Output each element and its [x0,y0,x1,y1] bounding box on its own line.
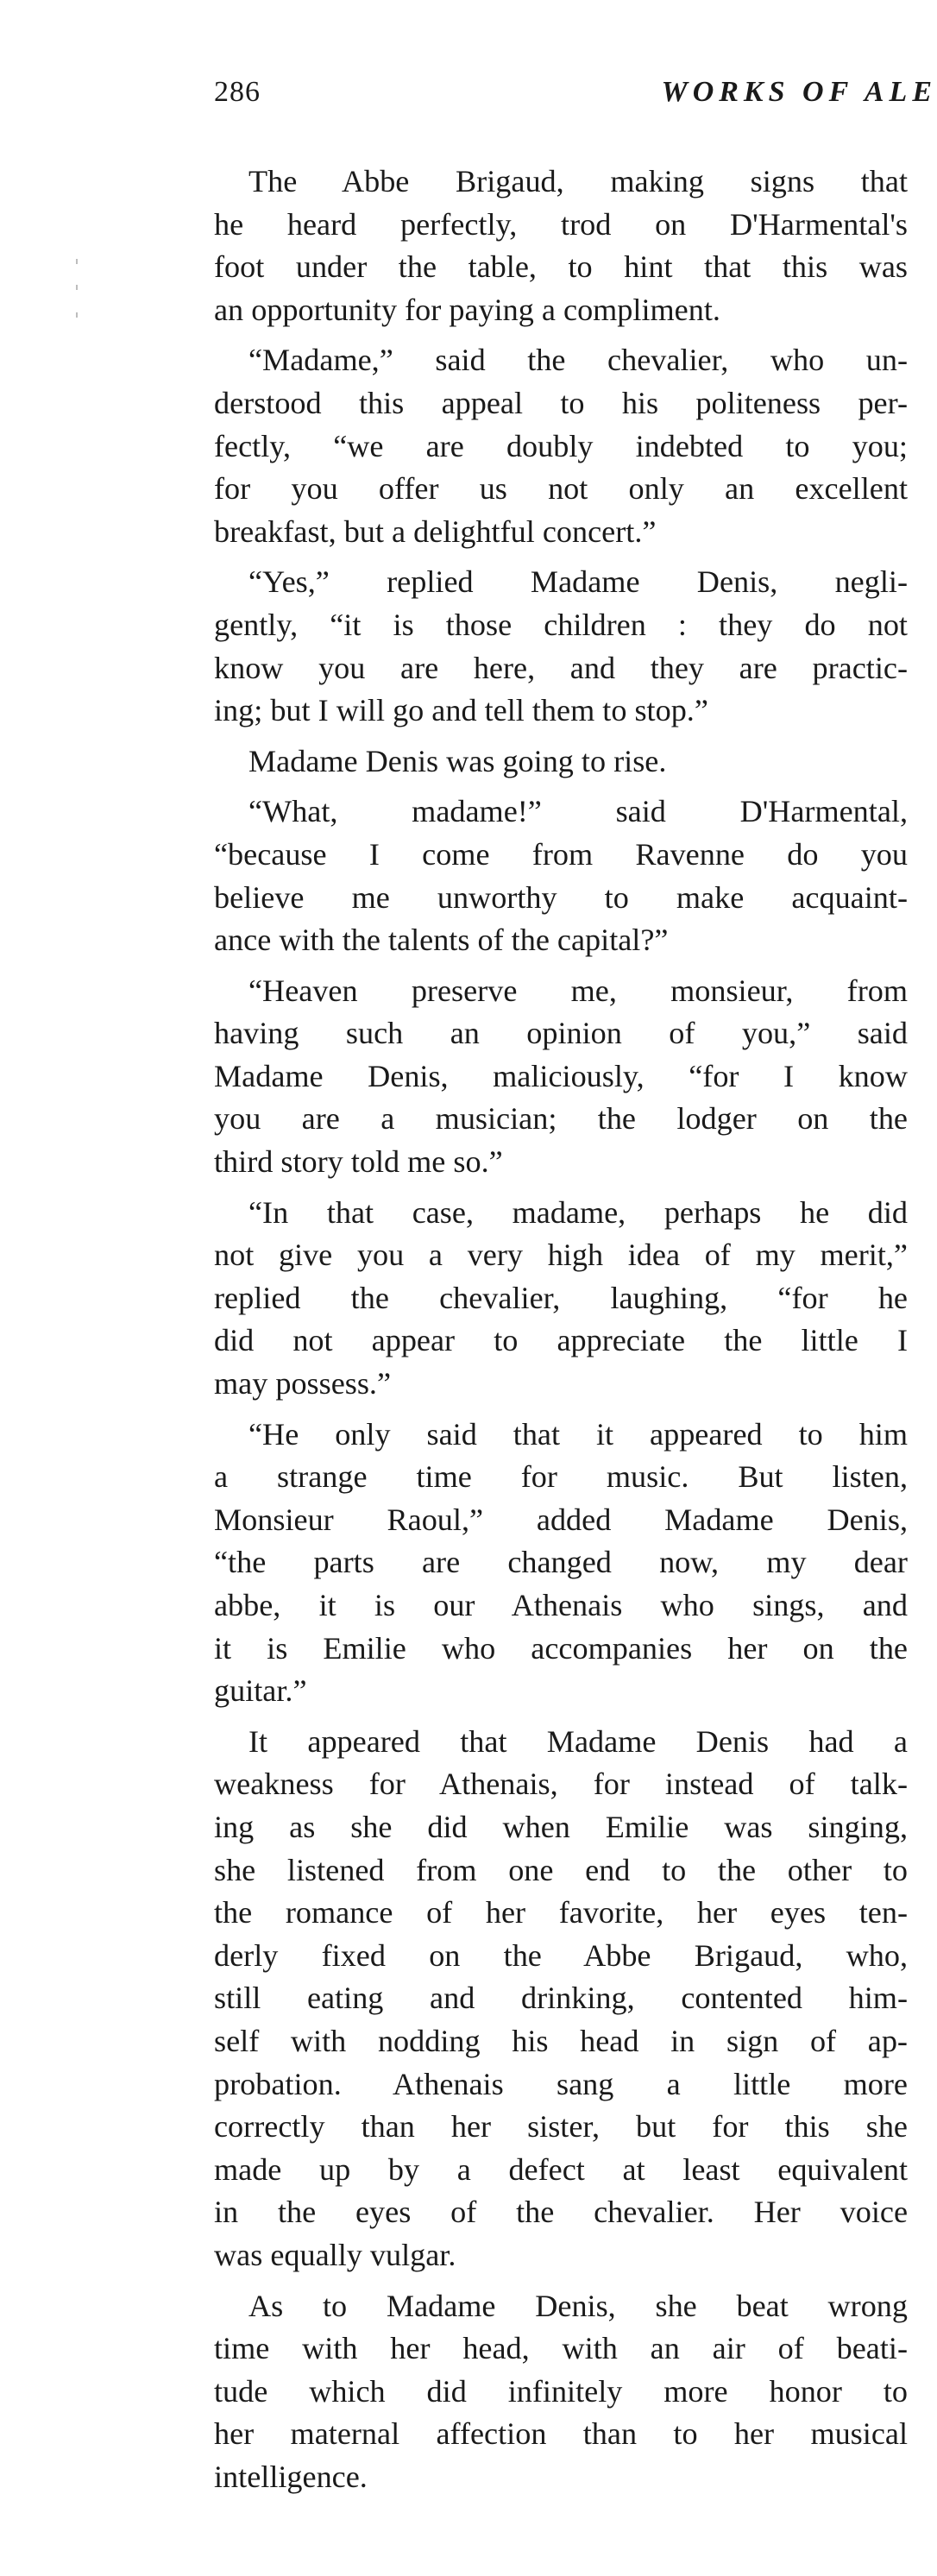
text-line: was equally vulgar. [214,2237,456,2272]
text-line: believe me unworthy to make acquaint- [214,879,908,915]
text-line: probation. Athenais sang a little more [214,2066,908,2101]
text-line: “In that case, madame, perhaps he did [248,1194,908,1230]
text-line: “He only said that it appeared to him [248,1416,908,1452]
text-line: third story told me so.” [214,1144,503,1180]
paragraph [214,1414,908,1713]
text-line: derly fixed on the Abbe Brigaud, who, [214,1937,908,1973]
text-line: derstood this appeal to his politeness per- [214,385,908,420]
text-line: guitar.” [214,1673,307,1709]
running-title: WORKS OF ALE [661,76,937,108]
text-line: Monsieur Raoul,” added Madame Denis, [214,1502,908,1537]
text-line: did not appear to appreciate the little I [214,1323,908,1358]
paragraph [214,740,908,784]
text-line: having such an opinion of you,” said [214,1016,908,1051]
text-line: “Heaven preserve me, monsieur, from [248,973,908,1008]
text-line: may possess.” [214,1366,392,1401]
text-line: know you are here, and they are practic- [214,650,908,685]
text-line: for you offer us not only an excellent [214,471,908,507]
text-line: The Abbe Brigaud, making signs that [248,164,908,198]
text-line: made up by a defect at least equivalent [214,2151,908,2187]
text-line: ing; but I will go and tell them to stop.” [214,693,708,728]
text-line: he heard perfectly, trod on D'Harmental's [214,206,908,242]
text-line: in the eyes of the chevalier. Her voice [214,2195,908,2230]
text-line: time with her head, with an air of beati- [214,2331,908,2366]
text-line: “What, madame!” said D'Harmental, [248,794,908,829]
text-line: Madame Denis, maliciously, “for I know [214,1058,908,1093]
text-line: breakfast, but a delightful concert.” [214,513,657,549]
text-line: a strange time for music. But listen, [214,1459,908,1495]
paragraph [214,161,908,331]
paragraph [214,2285,908,2499]
text-line: intelligence. [214,2459,368,2494]
text-line: weakness for Athenais, for instead of talk- [214,1767,908,1802]
paragraph [214,561,908,732]
paragraph [214,970,908,1184]
paragraph [214,1721,908,2277]
text-line: not give you a very high idea of my merit,” [214,1238,908,1273]
text-line: It appeared that Madame Denis had a [248,1723,908,1759]
text-line: Madame Denis was going to rise. [248,743,667,778]
text-line: her maternal affection than to her musical [214,2416,908,2452]
text-line: abbe, it is our Athenais who sings, and [214,1588,908,1622]
paragraph [214,790,908,961]
text-line: tude which did infinitely more honor to [214,2373,908,2409]
text-line: fectly, “we are doubly indebted to you; [214,428,908,463]
text-line: ing as she did when Emilie was singing, [214,1809,908,1844]
text-line: self with nodding his head in sign of ap- [214,2023,908,2058]
body-text [214,161,908,2506]
running-head [214,76,937,119]
gutter-speck [76,259,78,264]
text-line: still eating and drinking, contented him- [214,1981,908,2016]
paragraph [214,1192,908,1406]
text-line: you are a musician; the lodger on the [214,1101,908,1137]
gutter-speck [76,312,78,318]
page-number: 286 [214,76,261,108]
text-line: “the parts are changed now, my dear [214,1545,908,1580]
text-line: the romance of her favorite, her eyes ten- [214,1895,908,1930]
text-line: gently, “it is those children : they do not [214,607,908,642]
text-line: it is Emilie who accompanies her on the [214,1630,908,1666]
text-line: ance with the talents of the capital?” [214,923,669,958]
text-line: an opportunity for paying a compliment. [214,292,720,327]
text-line: foot under the table, to hint that this was [214,249,908,285]
text-line: correctly than her sister, but for this she [214,2109,908,2145]
gutter-speck [76,285,78,290]
text-line: “because I come from Ravenne do you [214,836,908,872]
text-line: “Madame,” said the chevalier, who un- [248,343,908,378]
paragraph [214,339,908,553]
text-line: As to Madame Denis, she beat wrong [248,2288,908,2323]
text-line: “Yes,” replied Madame Denis, negli- [248,564,908,600]
text-line: she listened from one end to the other to [214,1852,908,1887]
text-line: replied the chevalier, laughing, “for he [214,1280,908,1315]
